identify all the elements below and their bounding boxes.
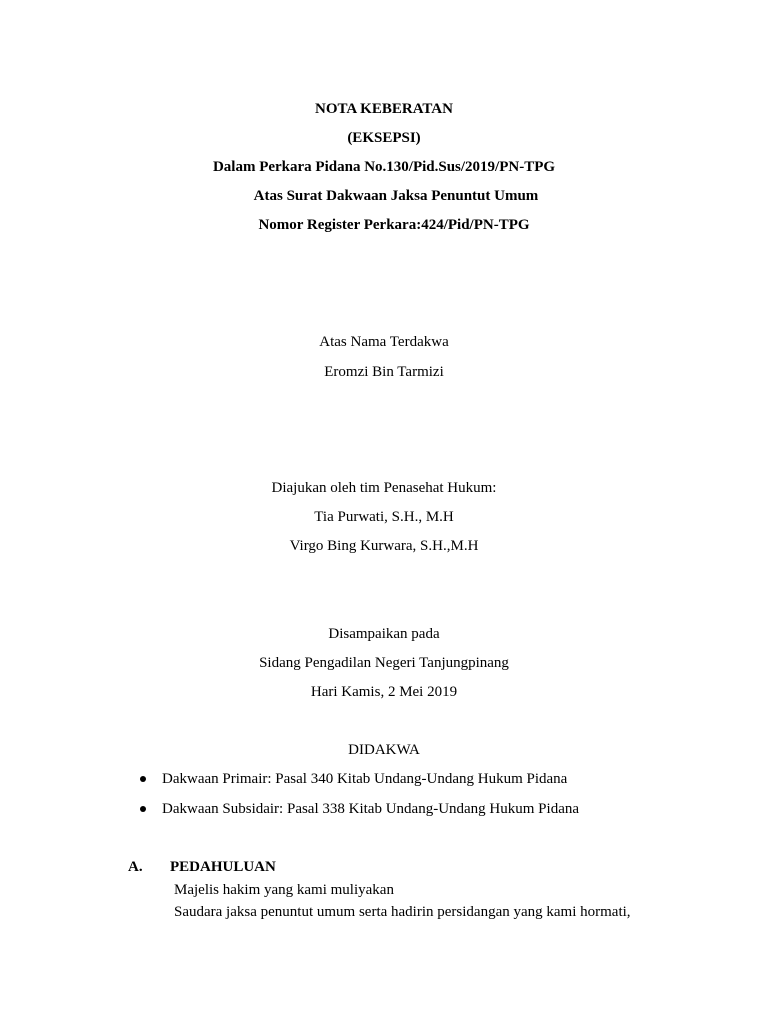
bullet-icon [140, 806, 146, 812]
indictment-line: Atas Surat Dakwaan Jaksa Penuntut Umum [253, 188, 539, 204]
paragraph-line: Majelis hakim yang kami muliyakan [174, 882, 394, 898]
bullet-icon [140, 776, 146, 782]
counsel-label: Diajukan oleh tim Penasehat Hukum: [271, 480, 497, 496]
list-item [0, 770, 768, 788]
defendant-name: Eromzi Bin Tarmizi [324, 364, 444, 380]
section-letter: A. [128, 859, 143, 875]
document-subtitle: (EKSEPSI) [347, 130, 421, 146]
court-name: Sidang Pengadilan Negeri Tanjungpinang [259, 655, 509, 671]
case-number-line: Dalam Perkara Pidana No.130/Pid.Sus/2019/PN-TPG [212, 159, 556, 175]
defendant-label: Atas Nama Terdakwa [319, 334, 449, 350]
counsel-name: Virgo Bing Kurwara, S.H.,M.H [289, 538, 479, 554]
document-title: NOTA KEBERATAN [315, 101, 453, 117]
counsel-name: Tia Purwati, S.H., M.H [314, 509, 454, 525]
charge-text: Dakwaan Subsidair: Pasal 338 Kitab Undang-Undang Hukum Pidana [162, 801, 580, 817]
charge-text: Dakwaan Primair: Pasal 340 Kitab Undang-Undang Hukum Pidana [162, 771, 568, 787]
section-title: PEDAHULUAN [170, 859, 276, 875]
hearing-date: Hari Kamis, 2 Mei 2019 [310, 684, 458, 700]
submission-label: Disampaikan pada [328, 626, 440, 642]
paragraph-line: Saudara jaksa penuntut umum serta hadirin persidangan yang kami hormati, [174, 904, 631, 920]
list-item [0, 800, 768, 818]
section-heading [0, 858, 768, 876]
register-number-line: Nomor Register Perkara:424/Pid/PN-TPG [258, 217, 530, 233]
charges-heading: DIDAKWA [348, 742, 420, 758]
